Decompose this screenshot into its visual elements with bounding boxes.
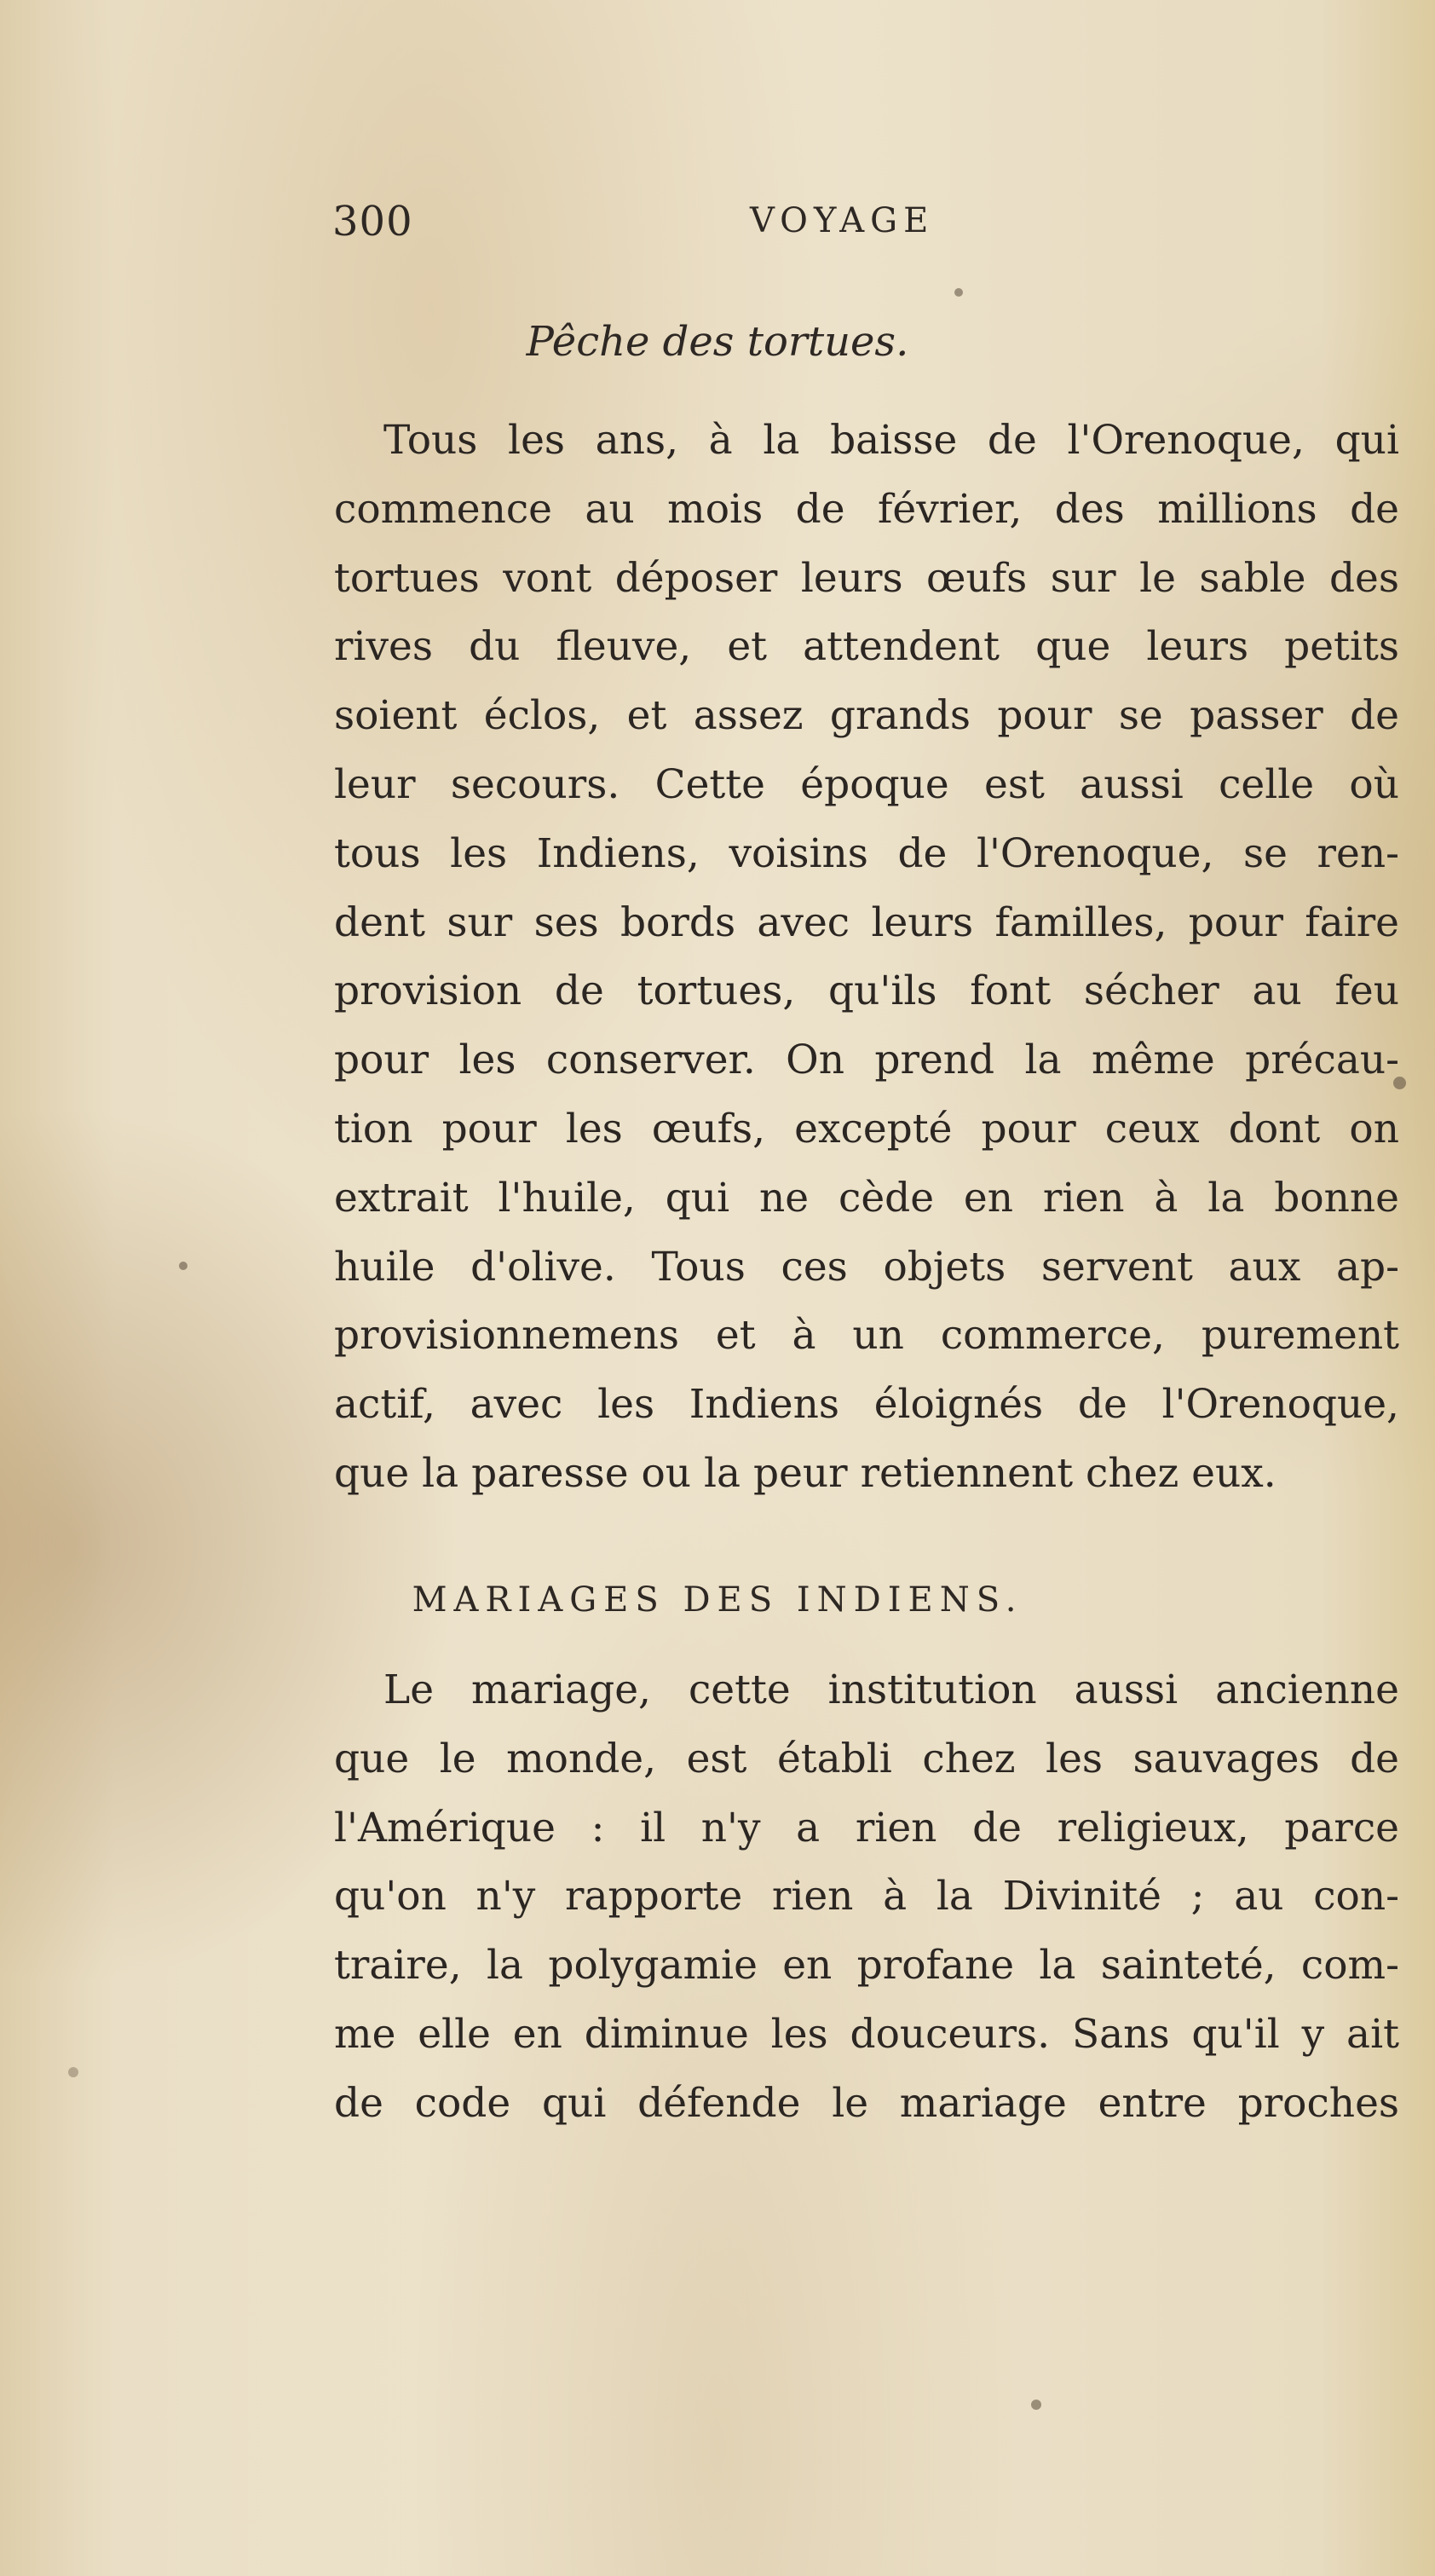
text-line: huile d'olive. Tous ces objets servent aux ap- <box>334 1243 1399 1291</box>
text-line: dent sur ses bords avec leurs familles, pour faire <box>334 898 1399 946</box>
paper-speck <box>68 2067 78 2077</box>
text-line: provision de tortues, qu'ils font sécher au feu <box>334 967 1399 1015</box>
text-line: de code qui défende le mariage entre proches <box>334 2079 1399 2127</box>
text-line: tion pour les œufs, excepté pour ceux dont on <box>334 1105 1399 1152</box>
text-line: traire, la polygamie en profane la sainteté, com- <box>334 1942 1399 1990</box>
text-line: soient éclos, et assez grands pour se passer de <box>334 692 1399 740</box>
text-line: leur secours. Cette époque est aussi celle où <box>334 760 1399 808</box>
text-line: provisionnemens et à un commerce, purement <box>334 1312 1399 1360</box>
section-title: Pêche des tortues. <box>526 318 909 366</box>
page-number: 300 <box>332 198 413 245</box>
text-line: actif, avec les Indiens éloignés de l'Orenoque, <box>334 1381 1399 1429</box>
paragraph-indian-marriages <box>334 1656 1399 2139</box>
text-line: pour les conserver. On prend la même précau- <box>334 1037 1399 1084</box>
text-line: rives du fleuve, et attendent que leurs petits <box>334 623 1399 671</box>
section-heading: MARIAGES DES INDIENS. <box>412 1580 1023 1620</box>
text-line: tous les Indiens, voisins de l'Orenoque, se ren- <box>334 829 1399 877</box>
text-line: tortues vont déposer leurs œufs sur le sable des <box>334 554 1399 602</box>
text-line: Le mariage, cette institution aussi ancienne <box>383 1666 1399 1713</box>
running-header <box>332 198 1398 249</box>
text-line: extrait l'huile, qui ne cède en rien à la bonne <box>334 1174 1399 1222</box>
text-line: que le monde, est établi chez les sauvages de <box>334 1735 1399 1782</box>
paper-speck <box>179 1262 187 1270</box>
text-line: qu'on n'y rapporte rien à la Divinité ; au con- <box>334 1873 1399 1920</box>
text-line: que la paresse ou la peur retiennent chez eux. <box>334 1449 1277 1497</box>
text-line: commence au mois de février, des millions de <box>334 485 1399 533</box>
text-line: l'Amérique : il n'y a rien de religieux, parce <box>334 1804 1399 1851</box>
paper-speck <box>954 288 963 297</box>
paper-speck <box>1031 2400 1041 2410</box>
running-title: VOYAGE <box>750 201 935 240</box>
text-line: me elle en diminue les douceurs. Sans qu'il y ait <box>334 2010 1399 2058</box>
text-line: Tous les ans, à la baisse de l'Orenoque, qui <box>383 417 1399 464</box>
paragraph-turtle-fishing <box>334 407 1399 1509</box>
